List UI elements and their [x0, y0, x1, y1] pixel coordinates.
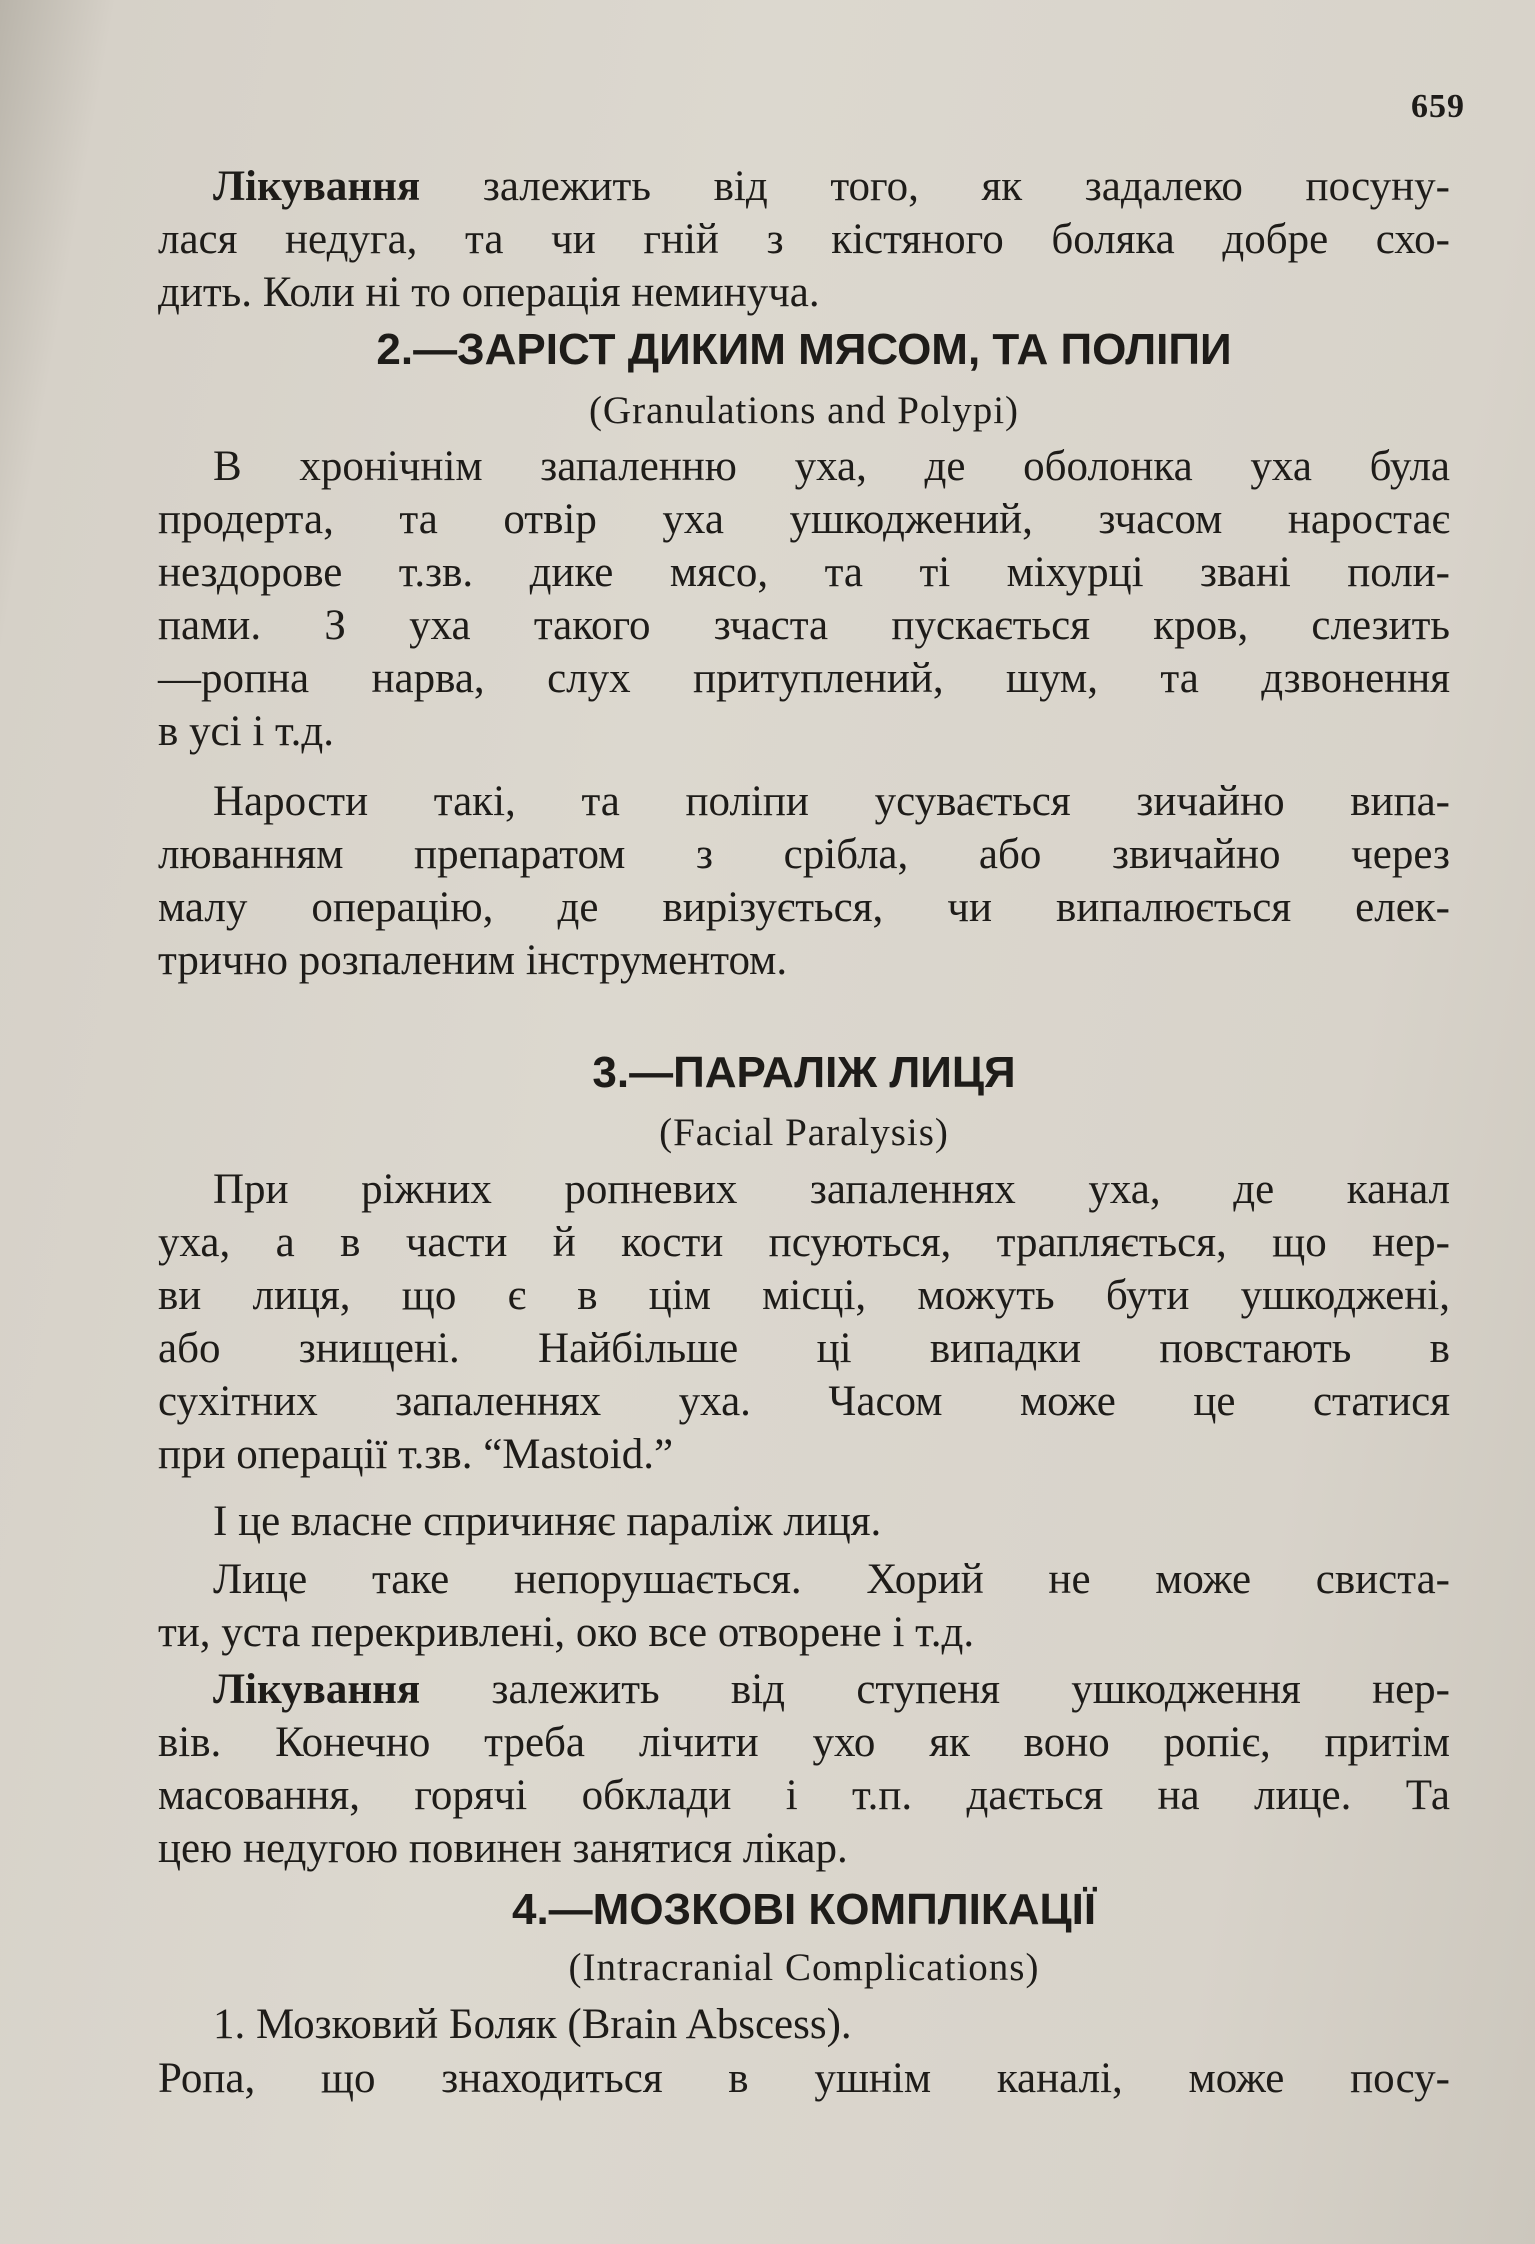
intro-line-1: Лікування залежить від того, як задалеко посуну-	[213, 163, 1450, 210]
section-2-heading: 2.—ЗАРІСТ ДИКИМ МЯСОМ, ТА ПОЛІПИ	[376, 325, 1232, 374]
text-line: Нарости такі, та поліпи усувається зичайно випа-	[213, 778, 1450, 825]
text-line: цею недугою повинен занятися лікар.	[158, 1825, 848, 1872]
text-line: в усі і т.д.	[158, 708, 334, 755]
text-line: ви лиця, що є в цім місці, можуть бути ушкоджені,	[158, 1272, 1450, 1319]
section-2-subtitle: (Granulations and Polypi)	[588, 389, 1020, 432]
text-line: масовання, горячі обклади і т.п. дається на лице. Та	[158, 1772, 1450, 1819]
intro-line-2: лася недуга, та чи гній з кістяного боляка добре схо-	[158, 216, 1450, 263]
text-line: або знищені. Найбільше ці випадки повстають в	[158, 1325, 1450, 1372]
section-3-paragraph-2	[158, 1495, 1450, 1548]
section-2-paragraph-2	[158, 775, 1450, 987]
text-line: пами. З уха такого зчаста пускається кров, слезить	[158, 602, 1450, 649]
text-line: уха, а в части й кости псуються, трапляється, що нер-	[158, 1219, 1450, 1266]
section-3-paragraph-1	[158, 1163, 1450, 1481]
text-line: люванням препаратом з срібла, або звичайно через	[158, 831, 1450, 878]
text-line: Ропа, що знаходиться в ушнім каналі, може посу-	[158, 2055, 1450, 2102]
treatment-label: Лікування	[213, 163, 421, 210]
text-line: трично розпаленим інструментом.	[158, 937, 788, 984]
text-line: 1. Мозковий Боляк (Brain Abscess).	[213, 2001, 852, 2048]
text-line: нездорове т.зв. дике мясо, та ті міхурці звані поли-	[158, 549, 1450, 596]
section-4-subtitle: (Intracranial Complications)	[568, 1946, 1040, 1989]
text-line: малу операцію, де вирізується, чи випалюється елек-	[158, 884, 1450, 931]
section-4-heading: 4.—МОЗКОВІ КОМПЛІКАЦІЇ	[511, 1885, 1097, 1934]
section-3-subtitle: (Facial Paralysis)	[659, 1111, 949, 1154]
text-line: В хронічнім запаленню уха, де оболонка уха була	[213, 443, 1450, 490]
text-line: Лікування залежить від ступеня ушкодження нер-	[213, 1666, 1450, 1713]
text-line: ти, уста перекривлені, око все отворене і т.д.	[158, 1609, 975, 1656]
section-3-paragraph-4	[158, 1663, 1450, 1875]
section-4-item-1	[158, 1998, 1450, 2051]
text-line: —ропна нарва, слух притуплений, шум, та дзвонення	[158, 655, 1450, 702]
intro-paragraph	[158, 160, 1450, 319]
text-line: Лице таке непорушається. Хорий не може свиста-	[213, 1556, 1450, 1603]
section-3-heading: 3.—ПАРАЛІЖ ЛИЦЯ	[592, 1048, 1016, 1097]
page-number: 659	[1411, 88, 1465, 125]
text-line: І це власне спричиняє параліж лиця.	[213, 1498, 882, 1545]
intro-line-3: дить. Коли ні то операція неминуча.	[158, 269, 820, 316]
text-line: продерта, та отвір уха ушкоджений, зчасом наростає	[158, 496, 1450, 543]
text-line: при операції т.зв. “Mastoid.”	[158, 1431, 674, 1478]
section-2-paragraph-1	[158, 440, 1450, 758]
text-line: сухітних запаленнях уха. Часом може це статися	[158, 1378, 1450, 1425]
text-line: вів. Конечно треба лічити ухо як воно ропіє, притім	[158, 1719, 1450, 1766]
section-3-paragraph-3	[158, 1553, 1450, 1659]
text-line: При ріжних ропневих запаленнях уха, де канал	[213, 1166, 1450, 1213]
section-4-paragraph-1	[158, 2052, 1450, 2105]
treatment-label: Лікування	[213, 1666, 421, 1713]
